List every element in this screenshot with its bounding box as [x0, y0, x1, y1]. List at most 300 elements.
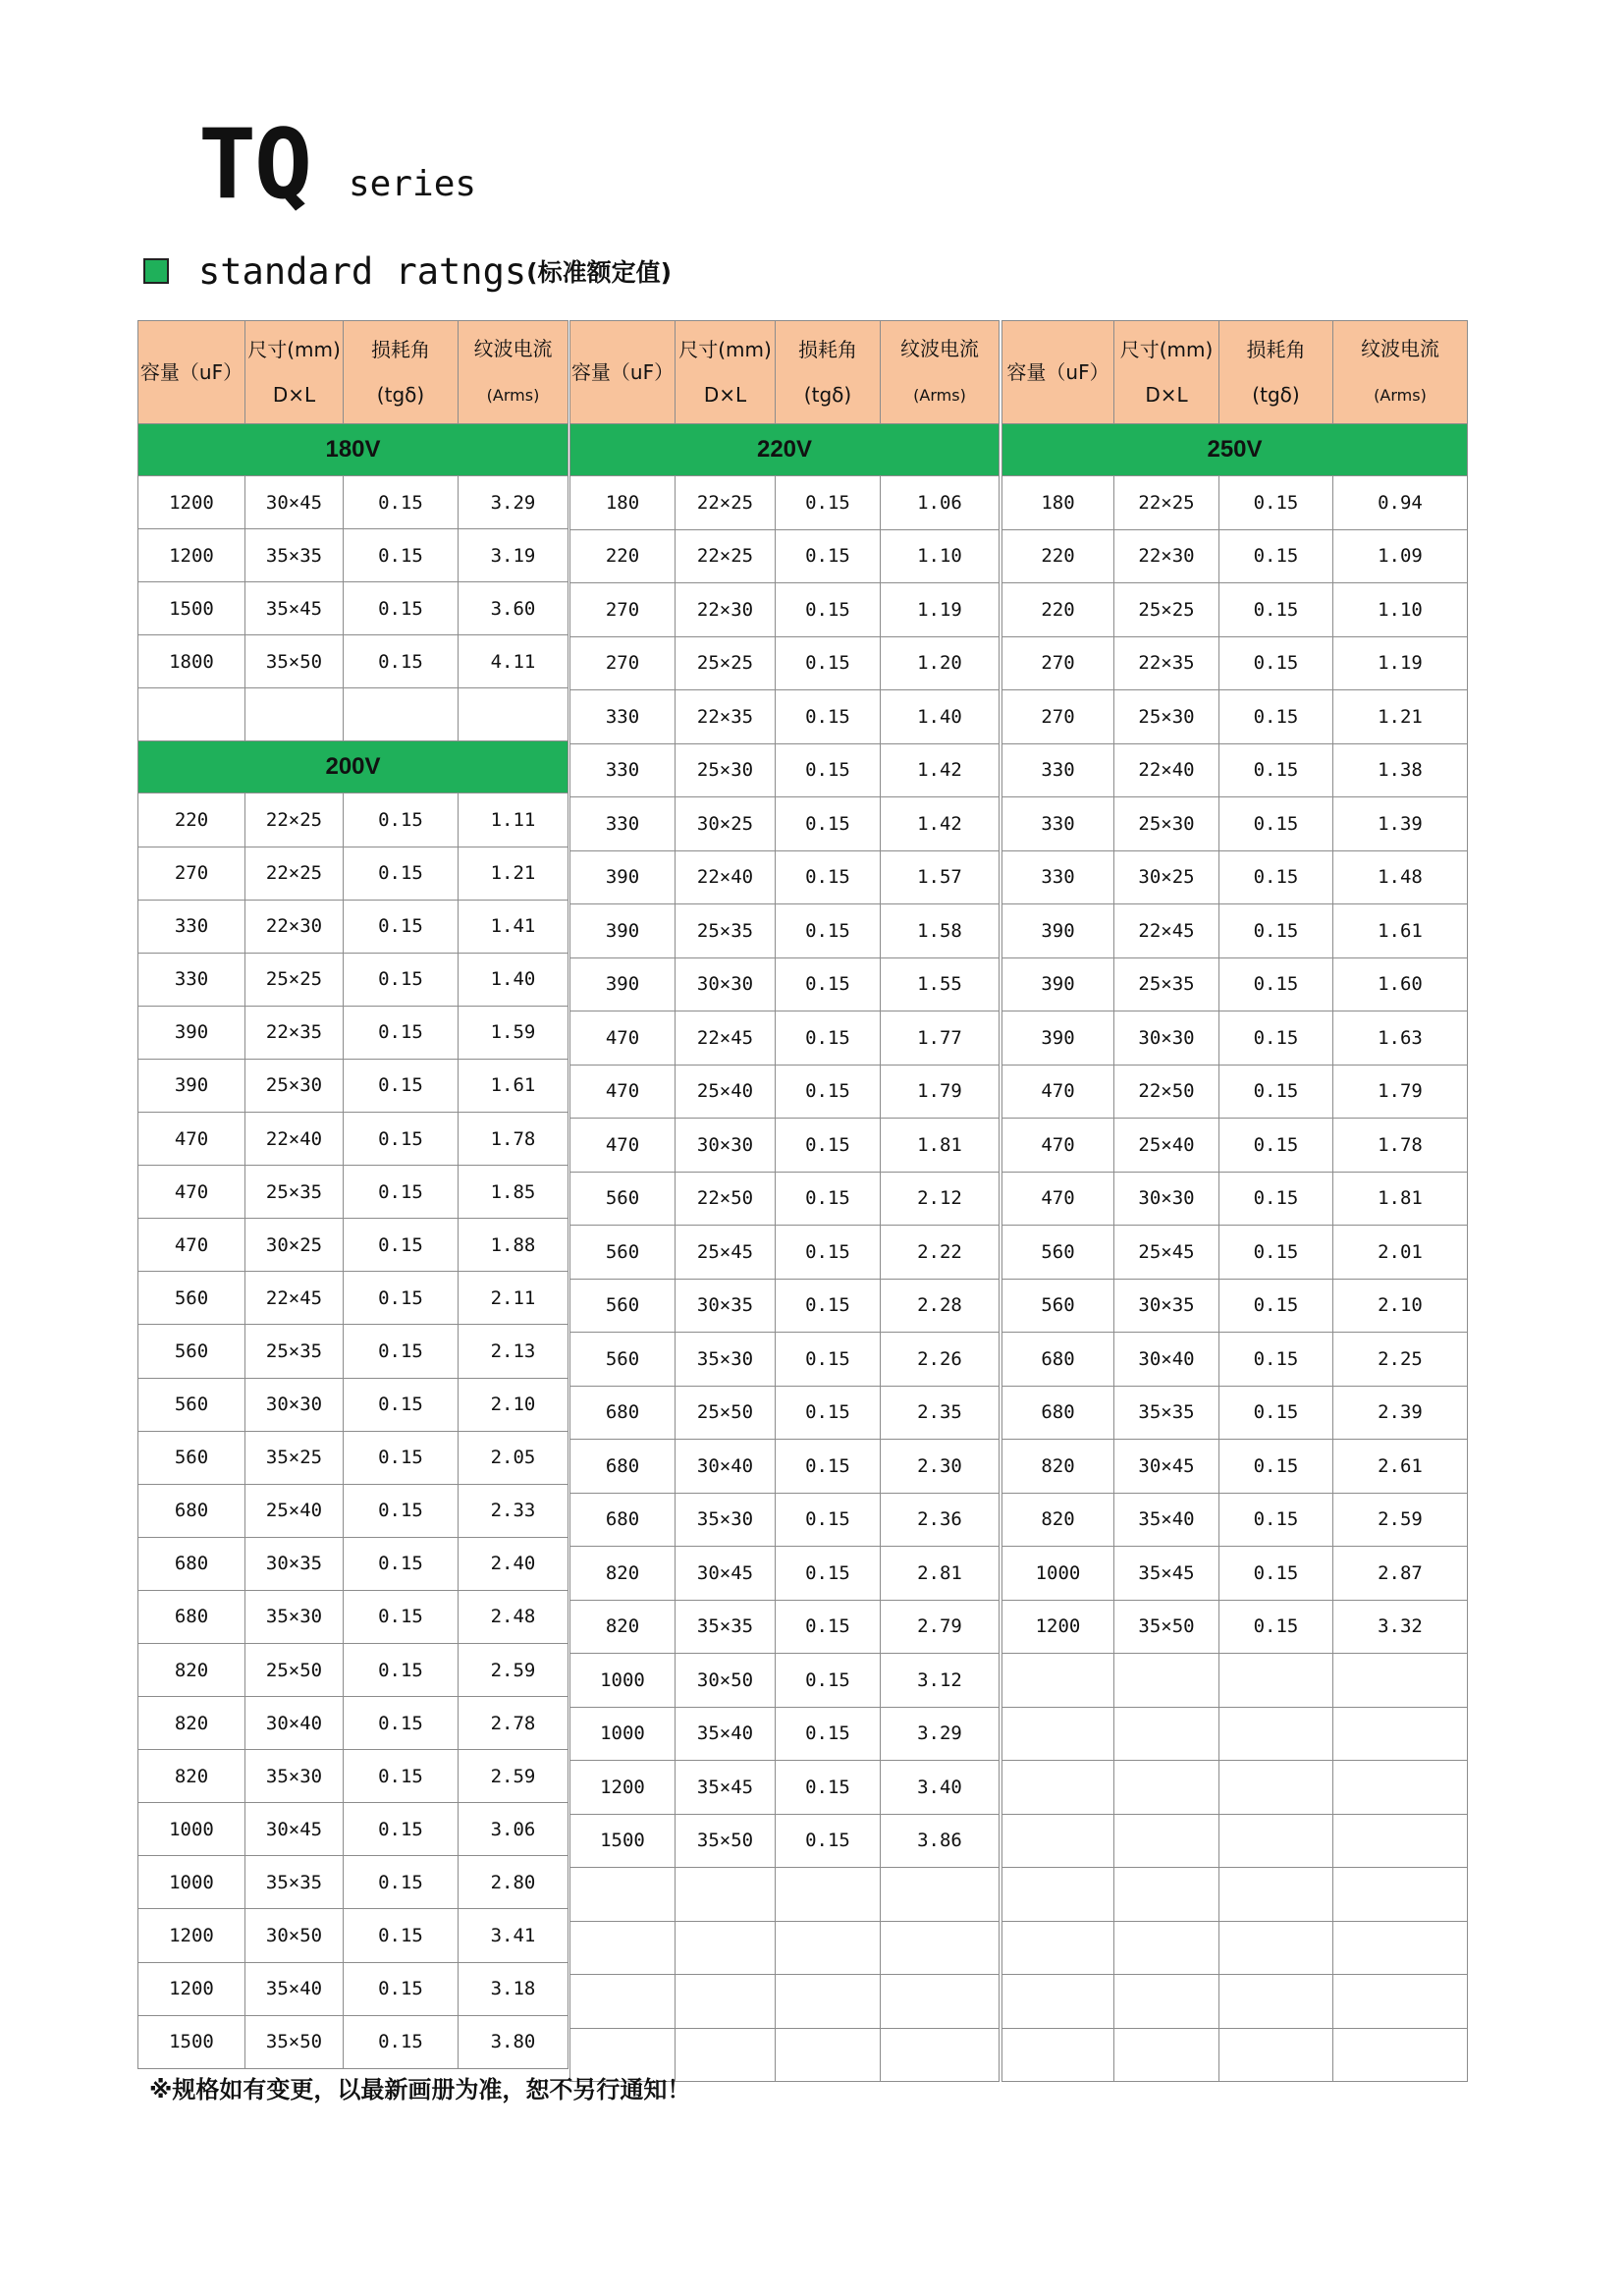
cell-loss	[776, 1868, 881, 1922]
cell-loss: 0.15	[1219, 690, 1333, 744]
cell-capacity: 560	[570, 1279, 676, 1333]
cell-size: 25×45	[676, 1226, 776, 1280]
cell-size: 25×45	[1114, 1226, 1219, 1280]
header-size-line: D×L	[1145, 383, 1188, 407]
cell-capacity: 330	[1002, 850, 1114, 904]
header-ripple-line: 纹波电流	[1361, 337, 1439, 360]
cell-size: 22×35	[1114, 636, 1219, 690]
cell-ripple: 3.12	[881, 1654, 1000, 1708]
header-size-line: 尺寸(mm)	[247, 338, 341, 361]
cell-capacity: 270	[570, 583, 676, 637]
cell-loss: 0.15	[776, 1761, 881, 1815]
cell-capacity	[570, 1921, 676, 1975]
cell-ripple: 2.12	[881, 1172, 1000, 1226]
cell-ripple: 2.26	[881, 1333, 1000, 1387]
table-row	[138, 688, 568, 741]
cell-size	[1114, 1868, 1219, 1922]
cell-ripple: 2.59	[1333, 1493, 1468, 1547]
cell-ripple: 1.79	[1333, 1065, 1468, 1119]
table-row	[570, 743, 1000, 797]
table-row	[570, 476, 1000, 530]
voltage-label: 180V	[138, 424, 568, 476]
cell-loss: 0.15	[776, 1119, 881, 1173]
cell-ripple: 1.55	[881, 957, 1000, 1011]
table-row	[570, 1547, 1000, 1601]
cell-loss: 0.15	[776, 1065, 881, 1119]
cell-ripple: 1.58	[881, 904, 1000, 958]
cell-loss: 0.15	[1219, 529, 1333, 583]
cell-capacity: 270	[138, 847, 245, 900]
cell-capacity: 180	[1002, 476, 1114, 530]
cell-size: 22×50	[1114, 1065, 1219, 1119]
voltage-label: 250V	[1002, 424, 1468, 476]
cell-size: 25×40	[1114, 1119, 1219, 1173]
cell-ripple: 1.38	[1333, 743, 1468, 797]
cell-loss: 0.15	[1219, 1440, 1333, 1494]
table-row	[570, 1226, 1000, 1280]
cell-size: 35×50	[245, 2015, 344, 2068]
table-row	[138, 1484, 568, 1537]
cell-capacity	[570, 1975, 676, 2029]
cell-loss	[344, 688, 459, 741]
cell-loss: 0.15	[776, 1440, 881, 1494]
table-row	[138, 1378, 568, 1431]
cell-size: 22×25	[245, 847, 344, 900]
table-row	[138, 1325, 568, 1378]
table-row	[570, 636, 1000, 690]
cell-capacity: 820	[138, 1750, 245, 1803]
cell-size: 30×40	[245, 1697, 344, 1750]
cell-capacity: 820	[1002, 1440, 1114, 1494]
cell-ripple: 2.35	[881, 1386, 1000, 1440]
cell-ripple: 1.79	[881, 1065, 1000, 1119]
table-row	[570, 957, 1000, 1011]
table-row	[1002, 1011, 1468, 1066]
cell-loss: 0.15	[344, 1750, 459, 1803]
cell-ripple: 3.06	[459, 1803, 568, 1856]
header-ripple-line: (Arms)	[913, 386, 966, 405]
cell-loss: 0.15	[344, 582, 459, 635]
table-row	[138, 1697, 568, 1750]
header-capacity-line: 容量（uF）	[139, 360, 243, 384]
cell-ripple: 1.10	[881, 529, 1000, 583]
cell-capacity: 180	[570, 476, 676, 530]
cell-capacity: 1000	[1002, 1547, 1114, 1601]
cell-size: 35×30	[676, 1333, 776, 1387]
cell-loss: 0.15	[344, 1484, 459, 1537]
cell-size: 35×30	[245, 1750, 344, 1803]
cell-loss: 0.15	[1219, 1011, 1333, 1066]
cell-ripple: 1.59	[459, 1006, 568, 1059]
cell-capacity: 680	[1002, 1333, 1114, 1387]
cell-capacity	[1002, 2028, 1114, 2082]
cell-loss: 0.15	[776, 1493, 881, 1547]
cell-loss: 0.15	[1219, 583, 1333, 637]
cell-capacity: 220	[138, 793, 245, 847]
cell-size: 25×35	[245, 1166, 344, 1219]
cell-size: 25×40	[245, 1484, 344, 1537]
cell-size: 30×30	[676, 957, 776, 1011]
table-row	[138, 1590, 568, 1643]
table-row	[138, 2015, 568, 2068]
cell-capacity: 560	[570, 1333, 676, 1387]
table-row	[570, 904, 1000, 958]
cell-capacity: 1000	[138, 1803, 245, 1856]
table-row	[138, 1537, 568, 1590]
cell-ripple: 3.32	[1333, 1600, 1468, 1654]
cell-capacity	[1002, 1707, 1114, 1761]
table-row	[138, 847, 568, 900]
cell-ripple: 0.94	[1333, 476, 1468, 530]
cell-loss	[776, 1975, 881, 2029]
cell-loss: 0.15	[776, 1172, 881, 1226]
cell-size: 25×40	[676, 1065, 776, 1119]
cell-size: 22×45	[1114, 904, 1219, 958]
cell-loss: 0.15	[776, 529, 881, 583]
cell-capacity: 330	[570, 797, 676, 851]
header-capacity	[570, 321, 676, 424]
cell-ripple: 2.59	[459, 1643, 568, 1696]
cell-loss: 0.15	[344, 2015, 459, 2068]
cell-capacity: 220	[570, 529, 676, 583]
table-row	[138, 1803, 568, 1856]
table-row	[138, 1909, 568, 1962]
cell-size: 22×25	[676, 529, 776, 583]
header-loss-line: 损耗角	[371, 338, 430, 361]
header-row	[138, 321, 568, 424]
table-row	[570, 1440, 1000, 1494]
table-row	[138, 1059, 568, 1112]
cell-loss	[776, 1921, 881, 1975]
table-row	[570, 1172, 1000, 1226]
cell-loss: 0.15	[776, 1386, 881, 1440]
cell-loss: 0.15	[1219, 797, 1333, 851]
cell-size: 35×35	[676, 1600, 776, 1654]
cell-size: 25×25	[676, 636, 776, 690]
cell-capacity: 1000	[570, 1707, 676, 1761]
cell-size: 22×25	[1114, 476, 1219, 530]
cell-loss: 0.15	[1219, 1333, 1333, 1387]
table-row	[570, 1011, 1000, 1066]
cell-ripple: 2.48	[459, 1590, 568, 1643]
table-row	[570, 1600, 1000, 1654]
cell-size: 25×35	[1114, 957, 1219, 1011]
table-row	[1002, 476, 1468, 530]
cell-capacity: 1200	[138, 1962, 245, 2015]
cell-capacity: 680	[570, 1386, 676, 1440]
cell-capacity	[1002, 1814, 1114, 1868]
cell-capacity: 820	[570, 1547, 676, 1601]
table-row	[138, 900, 568, 953]
cell-size	[676, 1975, 776, 2029]
cell-loss: 0.15	[344, 793, 459, 847]
cell-size	[1114, 1707, 1219, 1761]
cell-loss: 0.15	[344, 1803, 459, 1856]
cell-loss: 0.15	[1219, 1119, 1333, 1173]
table-row	[1002, 1493, 1468, 1547]
cell-capacity: 680	[570, 1493, 676, 1547]
table-row	[570, 1975, 1000, 2029]
header-ripple-line: 纹波电流	[900, 337, 979, 360]
cell-ripple	[881, 1975, 1000, 2029]
cell-loss: 0.15	[776, 636, 881, 690]
cell-capacity: 820	[138, 1697, 245, 1750]
cell-capacity: 560	[138, 1431, 245, 1484]
cell-loss: 0.15	[344, 476, 459, 529]
cell-ripple: 1.11	[459, 793, 568, 847]
cell-ripple: 1.48	[1333, 850, 1468, 904]
cell-ripple: 2.25	[1333, 1333, 1468, 1387]
cell-ripple: 3.80	[459, 2015, 568, 2068]
ratings-table-2	[569, 320, 1000, 2082]
cell-capacity	[1002, 1761, 1114, 1815]
cell-capacity: 680	[138, 1484, 245, 1537]
table-row	[1002, 1761, 1468, 1815]
cell-capacity: 560	[138, 1325, 245, 1378]
disclaimer-note: ※规格如有变更，以最新画册为准，恕不另行通知！	[149, 2076, 691, 2104]
cell-capacity: 330	[138, 953, 245, 1006]
cell-ripple: 1.88	[459, 1219, 568, 1272]
cell-size	[1114, 1654, 1219, 1708]
cell-size: 25×30	[676, 743, 776, 797]
cell-loss: 0.15	[344, 1590, 459, 1643]
table-row	[1002, 1654, 1468, 1708]
cell-size: 35×40	[1114, 1493, 1219, 1547]
header-ripple-line: (Arms)	[1374, 386, 1427, 405]
cell-size: 35×40	[676, 1707, 776, 1761]
header-ripple-line: (Arms)	[486, 386, 540, 405]
cell-size: 30×40	[1114, 1333, 1219, 1387]
cell-capacity: 270	[1002, 636, 1114, 690]
section-heading	[143, 249, 672, 293]
cell-size: 30×25	[676, 797, 776, 851]
cell-ripple: 1.85	[459, 1166, 568, 1219]
cell-ripple: 1.40	[459, 953, 568, 1006]
cell-ripple: 1.77	[881, 1011, 1000, 1066]
cell-loss	[1219, 1921, 1333, 1975]
cell-loss: 0.15	[1219, 1547, 1333, 1601]
cell-ripple: 2.87	[1333, 1547, 1468, 1601]
series-code: TQ	[198, 109, 311, 221]
cell-size: 22×45	[245, 1272, 344, 1325]
table-row	[570, 797, 1000, 851]
cell-loss: 0.15	[776, 957, 881, 1011]
cell-ripple: 1.63	[1333, 1011, 1468, 1066]
cell-size: 22×40	[1114, 743, 1219, 797]
cell-ripple: 2.61	[1333, 1440, 1468, 1494]
cell-capacity: 220	[1002, 529, 1114, 583]
table-row	[1002, 1119, 1468, 1173]
cell-capacity: 270	[570, 636, 676, 690]
cell-ripple: 2.01	[1333, 1226, 1468, 1280]
cell-size: 30×30	[676, 1119, 776, 1173]
cell-capacity: 470	[1002, 1119, 1114, 1173]
cell-loss: 0.15	[344, 1113, 459, 1166]
cell-loss: 0.15	[344, 1219, 459, 1272]
cell-size: 25×25	[245, 953, 344, 1006]
cell-size: 30×35	[676, 1279, 776, 1333]
cell-loss: 0.15	[344, 1272, 459, 1325]
cell-capacity: 560	[570, 1226, 676, 1280]
cell-ripple: 1.42	[881, 743, 1000, 797]
cell-loss: 0.15	[776, 1600, 881, 1654]
cell-capacity: 560	[1002, 1226, 1114, 1280]
voltage-row	[570, 424, 1000, 476]
header-loss-line: 损耗角	[798, 338, 857, 361]
cell-capacity: 680	[138, 1537, 245, 1590]
cell-capacity: 1200	[1002, 1600, 1114, 1654]
cell-ripple: 2.11	[459, 1272, 568, 1325]
cell-ripple: 1.42	[881, 797, 1000, 851]
table-row	[138, 793, 568, 847]
header-size-line: D×L	[272, 383, 316, 407]
cell-capacity: 390	[1002, 957, 1114, 1011]
table-row	[1002, 1707, 1468, 1761]
table-row	[138, 476, 568, 529]
cell-size: 22×25	[676, 476, 776, 530]
cell-ripple	[1333, 1814, 1468, 1868]
cell-size: 22×40	[245, 1113, 344, 1166]
table-row	[1002, 1226, 1468, 1280]
header-loss-line: (tgδ)	[376, 383, 425, 407]
cell-ripple: 3.41	[459, 1909, 568, 1962]
table-row	[138, 1962, 568, 2015]
cell-size: 25×35	[245, 1325, 344, 1378]
table-row	[1002, 797, 1468, 851]
table-row	[138, 1431, 568, 1484]
cell-ripple: 1.39	[1333, 797, 1468, 851]
cell-ripple: 2.05	[459, 1431, 568, 1484]
cell-capacity: 390	[1002, 904, 1114, 958]
header-capacity-line: 容量（uF）	[570, 360, 675, 384]
cell-loss: 0.15	[344, 1006, 459, 1059]
cell-loss: 0.15	[344, 953, 459, 1006]
cell-loss: 0.15	[344, 1856, 459, 1909]
cell-ripple: 1.61	[1333, 904, 1468, 958]
cell-size: 30×30	[1114, 1172, 1219, 1226]
cell-ripple: 2.80	[459, 1856, 568, 1909]
cell-size: 35×50	[676, 1814, 776, 1868]
cell-size: 22×40	[676, 850, 776, 904]
cell-size: 35×35	[245, 1856, 344, 1909]
table-row	[570, 1814, 1000, 1868]
cell-capacity: 820	[570, 1600, 676, 1654]
table-row	[570, 850, 1000, 904]
cell-loss: 0.15	[344, 1059, 459, 1112]
cell-size: 22×35	[245, 1006, 344, 1059]
cell-size: 22×30	[245, 900, 344, 953]
table-row	[570, 1493, 1000, 1547]
cell-ripple: 2.22	[881, 1226, 1000, 1280]
cell-loss: 0.15	[1219, 1226, 1333, 1280]
header-loss	[776, 321, 881, 424]
cell-size: 35×50	[245, 635, 344, 688]
cell-size: 22×35	[676, 690, 776, 744]
cell-loss: 0.15	[1219, 743, 1333, 797]
cell-ripple: 3.29	[459, 476, 568, 529]
cell-ripple: 3.18	[459, 1962, 568, 2015]
cell-ripple: 2.59	[459, 1750, 568, 1803]
cell-capacity: 470	[1002, 1065, 1114, 1119]
header-ripple	[1333, 321, 1468, 424]
table-row	[1002, 2028, 1468, 2082]
table-row	[138, 1856, 568, 1909]
cell-size: 35×45	[245, 582, 344, 635]
cell-loss: 0.15	[1219, 1493, 1333, 1547]
cell-loss: 0.15	[776, 1279, 881, 1333]
cell-loss: 0.15	[1219, 904, 1333, 958]
cell-ripple: 2.79	[881, 1600, 1000, 1654]
cell-ripple: 1.19	[1333, 636, 1468, 690]
cell-capacity: 330	[1002, 743, 1114, 797]
cell-size: 25×30	[245, 1059, 344, 1112]
cell-loss: 0.15	[344, 1909, 459, 1962]
table-row	[138, 1219, 568, 1272]
cell-capacity: 470	[570, 1065, 676, 1119]
cell-ripple: 1.81	[881, 1119, 1000, 1173]
cell-ripple: 1.61	[459, 1059, 568, 1112]
cell-ripple: 3.60	[459, 582, 568, 635]
header-size	[676, 321, 776, 424]
cell-capacity: 820	[138, 1643, 245, 1696]
cell-loss	[1219, 1814, 1333, 1868]
cell-size	[1114, 1921, 1219, 1975]
cell-loss: 0.15	[1219, 636, 1333, 690]
cell-loss: 0.15	[776, 583, 881, 637]
header-loss-line: 损耗角	[1246, 338, 1306, 361]
cell-capacity: 680	[1002, 1386, 1114, 1440]
cell-capacity: 1800	[138, 635, 245, 688]
cell-size: 35×45	[676, 1761, 776, 1815]
cell-ripple: 1.21	[459, 847, 568, 900]
voltage-row	[138, 741, 568, 793]
cell-loss	[1219, 1975, 1333, 2029]
cell-ripple	[881, 1921, 1000, 1975]
table-row	[138, 635, 568, 688]
table-row	[1002, 1975, 1468, 2029]
table-row	[570, 690, 1000, 744]
cell-size	[676, 1868, 776, 1922]
cell-ripple	[1333, 1707, 1468, 1761]
cell-capacity: 330	[570, 690, 676, 744]
table-row	[1002, 1333, 1468, 1387]
cell-capacity: 470	[138, 1219, 245, 1272]
cell-loss	[1219, 1868, 1333, 1922]
cell-capacity: 1200	[138, 1909, 245, 1962]
cell-capacity: 680	[570, 1440, 676, 1494]
cell-capacity: 470	[570, 1011, 676, 1066]
cell-ripple: 3.29	[881, 1707, 1000, 1761]
cell-ripple: 2.40	[459, 1537, 568, 1590]
cell-ripple: 4.11	[459, 635, 568, 688]
cell-size: 35×30	[676, 1493, 776, 1547]
cell-size: 25×25	[1114, 583, 1219, 637]
cell-loss: 0.15	[1219, 476, 1333, 530]
cell-loss: 0.15	[776, 1814, 881, 1868]
table-row	[570, 1065, 1000, 1119]
cell-size	[1114, 1814, 1219, 1868]
cell-size: 35×25	[245, 1431, 344, 1484]
cell-ripple: 2.78	[459, 1697, 568, 1750]
table-row	[1002, 1868, 1468, 1922]
header-size-line: 尺寸(mm)	[678, 338, 772, 361]
cell-size: 25×50	[245, 1643, 344, 1696]
cell-loss: 0.15	[344, 1325, 459, 1378]
cell-ripple	[1333, 1654, 1468, 1708]
cell-size	[1114, 1975, 1219, 2029]
table-row	[1002, 529, 1468, 583]
header-ripple	[459, 321, 568, 424]
